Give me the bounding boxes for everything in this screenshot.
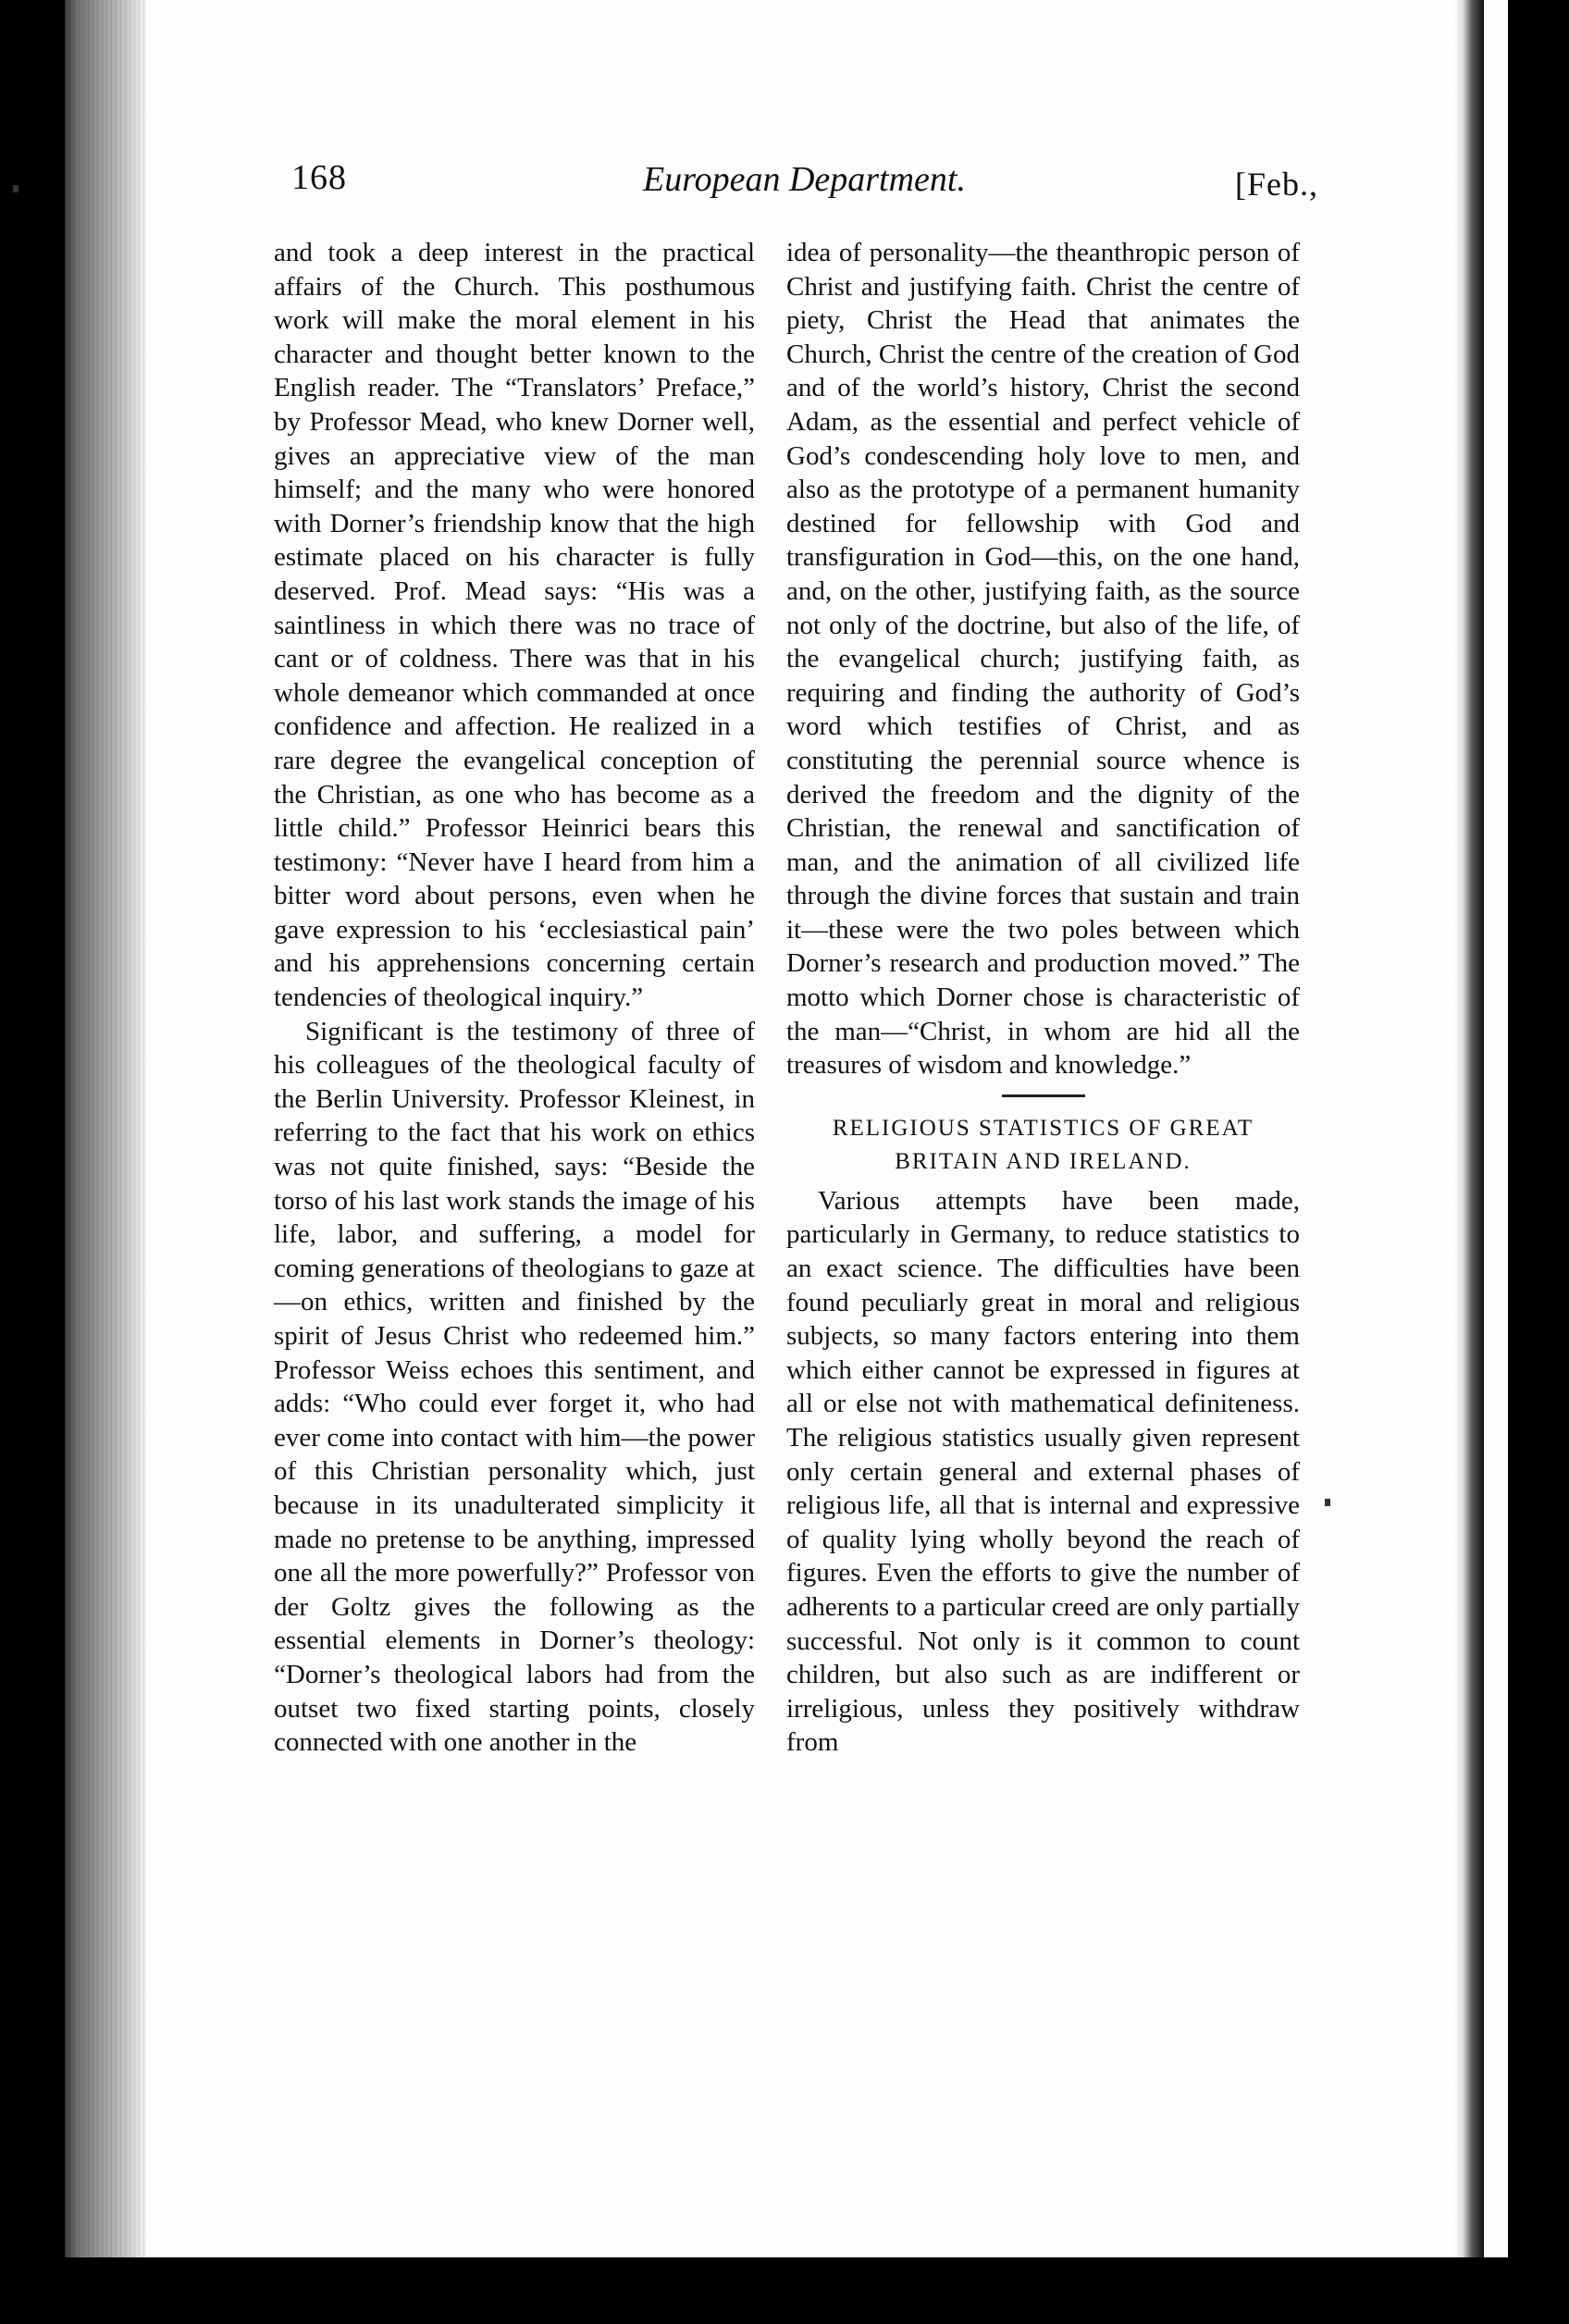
section-heading-line-1: RELIGIOUS STATISTICS OF GREAT [832, 1115, 1254, 1141]
section-divider [1002, 1094, 1085, 1097]
right-paragraph-1: idea of personality—the theanthropic person of Christ and justifying faith. Christ the centre of piety, Christ the Head that animates the Church, Christ the centre of the creation of God and of the world’s history, Christ the second Adam, as the essential and perfect vehicle of God’s condescending holy love to men, and also as the prototype of a permanent humanity destined for fellowship with God and transfiguration in God—this, on the one hand, and, on the other, justifying faith, as the source not only of the doctrine, but also of the life, of the evangelical church; justifying faith, as requiring and finding the authority of God’s word which testifies of Christ, and as constituting the perennial source whence is derived the freedom and the dignity of the Christian, the renewal and sanctification of man, and the animation of all civilized life through the divine forces that sustain and train it—these were the two poles between which Dorner’s research and production moved.” The motto which Dorner chose is characteristic of the man—“Christ, in whom are hid all the treasures of wisdom and knowledge.” [786, 238, 1300, 1081]
issue-month: [Feb., [1235, 166, 1318, 203]
left-column [274, 236, 755, 1760]
section-heading [786, 1112, 1300, 1179]
right-paragraph-2: Various attempts have been made, particularly in Germany, to reduce statistics to an exact science. The difficulties have been found peculiarly great in moral and religious subjects, so many factors entering into them which either cannot be expressed in figures at all or else not with mathematical definiteness. The religious statistics usually given represent only certain general and external phases of religious life, all that is internal and expressive of quality lying wholly beyond the reach of figures. Even the efforts to give the number of adherents to a particular creed are only partially successful. Not only is it common to count children, but also such as are indifferent or irreligious, unless they positively withdraw from [786, 1185, 1300, 1758]
page-number: 168 [291, 158, 347, 197]
right-column [786, 236, 1300, 1760]
page-right-edge-shadow [1454, 0, 1484, 2257]
scan-speck [1325, 1499, 1330, 1506]
left-paragraph-2: Significant is the testimony of three of his colleagues of the theological faculty of the Berlin University. Professor Kleinest, in referring to the fact that his work on ethics was not quite finished, says: “Beside the torso of his last work stands the image of his life, labor, and suffering, a model for coming generations of theologians to gaze at—on ethics, written and finished by the spirit of Jesus Christ who redeemed him.” Professor Weiss echoes this sentiment, and adds: “Who could ever forget it, who had ever come into contact with him—the power of this Christian personality which, just because in its unadulterated simplicity it made no pretense to be anything, impressed one all the more powerfully?” Professor von der Goltz gives the following as the essential elements in Dorner’s theology: “Dorner’s theological labors had from the outset two fixed starting points, closely connected with one another in the [274, 1016, 755, 1758]
running-title: European Department. [643, 160, 966, 199]
gutter-page-edges [65, 0, 146, 2257]
left-paragraph-1: and took a deep interest in the practical affairs of the Church. This posthumous work will make the moral element in his character and thought better known to the English reader. The “Translators’ Preface,” by Professor Mead, who knew Dorner well, gives an appreciative view of the man himself; and the many who were honored with Dorner’s friendship know that the high estimate placed on his character is fully deserved. Prof. Mead says: “His was a saintliness in which there was no trace of cant or of coldness. There was that in his whole demeanor which commanded at once confidence and affection. He realized in a rare degree the evangelical conception of the Christian, as one who has become as a little child.” Professor Heinrici bears this testimony: “Never have I heard from him a bitter word about persons, even when he gave expression to his ‘ecclesiastical pain’ and his apprehensions concerning certain tendencies of theological inquiry.” [274, 238, 755, 1013]
scan-speck [13, 185, 19, 192]
section-heading-line-2: BRITAIN AND IRELAND. [895, 1148, 1192, 1174]
page-header [291, 157, 1318, 222]
